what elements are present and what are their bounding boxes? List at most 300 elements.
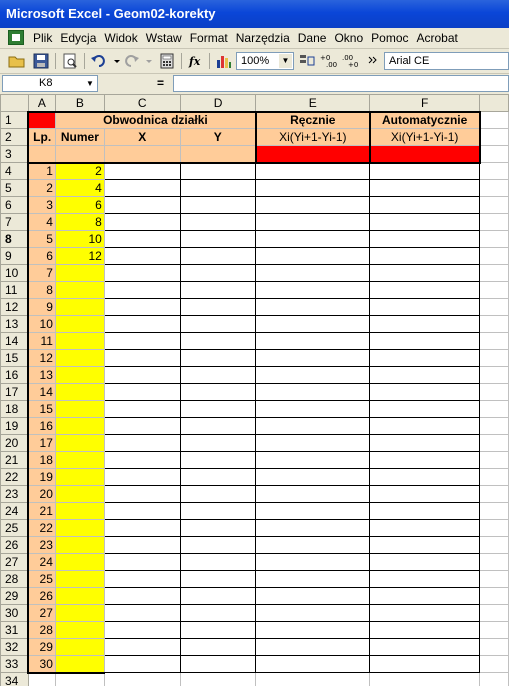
cell-x-value[interactable] (104, 537, 180, 554)
cell-numer-value[interactable]: 2 (55, 163, 104, 180)
cell-numer-value[interactable] (55, 435, 104, 452)
row-header[interactable]: 22 (1, 469, 29, 486)
cell-lp-value[interactable]: 20 (28, 486, 55, 503)
cell-lp-value[interactable]: 10 (28, 316, 55, 333)
column-header-c[interactable]: C (104, 95, 180, 112)
cell-x-value[interactable] (104, 282, 180, 299)
cell-a3[interactable] (28, 146, 55, 163)
column-header-e[interactable]: E (256, 95, 370, 112)
row-header[interactable]: 26 (1, 537, 29, 554)
cell-automatycznie-value[interactable] (370, 469, 480, 486)
cell-automatycznie-value[interactable] (370, 503, 480, 520)
cell-y-value[interactable] (180, 180, 256, 197)
menu-item-8[interactable]: Pomoc (371, 31, 409, 45)
cell-g[interactable] (480, 486, 509, 503)
cell-f3-total[interactable] (370, 146, 480, 163)
redo-icon[interactable] (122, 52, 140, 70)
menu-item-2[interactable]: Widok (104, 31, 138, 45)
cell-recznie-value[interactable] (256, 214, 370, 231)
cell-recznie-value[interactable] (256, 537, 370, 554)
calculator-icon[interactable] (158, 52, 176, 70)
row-header-3[interactable]: 3 (1, 146, 29, 163)
column-header-b[interactable]: B (55, 95, 104, 112)
cell-x-value[interactable] (104, 197, 180, 214)
cell-x-value[interactable] (104, 214, 180, 231)
cell-lp-value[interactable]: 16 (28, 418, 55, 435)
chevron-down-icon[interactable]: ▼ (279, 54, 292, 68)
cell-numer-value[interactable] (55, 350, 104, 367)
cell-numer-value[interactable] (55, 452, 104, 469)
cell-lp-value[interactable]: 17 (28, 435, 55, 452)
decrease-decimal-icon[interactable] (342, 52, 360, 70)
cell-numer-value[interactable] (55, 656, 104, 673)
row-header[interactable]: 19 (1, 418, 29, 435)
formula-input[interactable] (173, 75, 509, 92)
cell-lp-value[interactable]: 22 (28, 520, 55, 537)
cell-x-value[interactable] (104, 639, 180, 656)
cell-y-value[interactable] (180, 656, 256, 673)
cell-x-value[interactable] (104, 384, 180, 401)
cell-lp-value[interactable]: 14 (28, 384, 55, 401)
cell-g[interactable] (480, 588, 509, 605)
cell-y-value[interactable] (180, 265, 256, 282)
cell-y-value[interactable] (180, 197, 256, 214)
cell-automatycznie-value[interactable] (370, 350, 480, 367)
cell-a34[interactable] (28, 673, 55, 686)
cell-g[interactable] (480, 316, 509, 333)
cell-y-value[interactable] (180, 248, 256, 265)
cell-y-value[interactable] (180, 401, 256, 418)
menu-item-0[interactable]: Plik (33, 31, 53, 45)
cell-automatycznie-header[interactable]: Automatycznie (370, 112, 480, 129)
cell-numer-value[interactable] (55, 605, 104, 622)
cell-numer-value[interactable] (55, 299, 104, 316)
cell-x-value[interactable] (104, 435, 180, 452)
cell-y-value[interactable] (180, 639, 256, 656)
cell-numer-value[interactable]: 4 (55, 180, 104, 197)
cell-lp-value[interactable]: 26 (28, 588, 55, 605)
cell-numer-value[interactable] (55, 554, 104, 571)
cell-y-value[interactable] (180, 214, 256, 231)
cell-recznie-value[interactable] (256, 571, 370, 588)
cell-x-value[interactable] (104, 605, 180, 622)
font-select[interactable] (384, 52, 509, 70)
workbook-icon[interactable] (8, 30, 24, 45)
cell-recznie-value[interactable] (256, 265, 370, 282)
cell-f2-formula-label[interactable]: Xi(Yi+1-Yi-1) (370, 129, 480, 146)
cell-lp-value[interactable]: 29 (28, 639, 55, 656)
cell-y-value[interactable] (180, 622, 256, 639)
cell-numer-header[interactable]: Numer (55, 129, 104, 146)
print-preview-icon[interactable] (61, 52, 79, 70)
cell-recznie-value[interactable] (256, 299, 370, 316)
cell-x-value[interactable] (104, 350, 180, 367)
cell-y-value[interactable] (180, 316, 256, 333)
cell-automatycznie-value[interactable] (370, 282, 480, 299)
cell-automatycznie-value[interactable] (370, 401, 480, 418)
cell-c3[interactable] (104, 146, 180, 163)
cell-numer-value[interactable] (55, 418, 104, 435)
cell-x-value[interactable] (104, 316, 180, 333)
cell-b34[interactable] (55, 673, 104, 686)
increase-indent-icon[interactable] (298, 52, 316, 70)
cell-g[interactable] (480, 639, 509, 656)
cell-lp-value[interactable]: 28 (28, 622, 55, 639)
cell-c34[interactable] (104, 673, 180, 686)
cell-g[interactable] (480, 469, 509, 486)
row-header[interactable]: 16 (1, 367, 29, 384)
cell-y-value[interactable] (180, 282, 256, 299)
cell-numer-value[interactable] (55, 503, 104, 520)
cell-y-value[interactable] (180, 588, 256, 605)
menu-item-5[interactable]: Narzędzia (235, 31, 290, 45)
cell-lp-value[interactable]: 12 (28, 350, 55, 367)
row-header[interactable]: 30 (1, 605, 29, 622)
cell-lp-value[interactable]: 24 (28, 554, 55, 571)
cell-x-value[interactable] (104, 180, 180, 197)
cell-g[interactable] (480, 384, 509, 401)
row-header[interactable]: 20 (1, 435, 29, 452)
row-header[interactable]: 11 (1, 282, 29, 299)
cell-lp-value[interactable]: 23 (28, 537, 55, 554)
row-header[interactable]: 4 (1, 163, 29, 180)
cell-lp-value[interactable]: 11 (28, 333, 55, 350)
cell-g3[interactable] (480, 146, 509, 163)
cell-recznie-value[interactable] (256, 197, 370, 214)
cell-g[interactable] (480, 571, 509, 588)
cell-x-value[interactable] (104, 401, 180, 418)
cell-x-value[interactable] (104, 333, 180, 350)
cell-y-value[interactable] (180, 520, 256, 537)
cell-automatycznie-value[interactable] (370, 435, 480, 452)
cell-numer-value[interactable] (55, 622, 104, 639)
cell-y-value[interactable] (180, 333, 256, 350)
cell-recznie-value[interactable] (256, 418, 370, 435)
cell-a1[interactable] (28, 112, 55, 129)
cell-y-header[interactable]: Y (180, 129, 256, 146)
cell-g2[interactable] (480, 129, 509, 146)
cell-automatycznie-value[interactable] (370, 197, 480, 214)
cell-lp-value[interactable]: 9 (28, 299, 55, 316)
cell-x-value[interactable] (104, 265, 180, 282)
cell-numer-value[interactable]: 10 (55, 231, 104, 248)
row-header[interactable]: 6 (1, 197, 29, 214)
cell-x-value[interactable] (104, 571, 180, 588)
cell-lp-value[interactable]: 7 (28, 265, 55, 282)
cell-x-value[interactable] (104, 452, 180, 469)
column-header-d[interactable]: D (180, 95, 256, 112)
cell-recznie-value[interactable] (256, 435, 370, 452)
open-folder-icon[interactable] (8, 52, 26, 70)
cell-g[interactable] (480, 503, 509, 520)
cell-y-value[interactable] (180, 350, 256, 367)
cell-y-value[interactable] (180, 435, 256, 452)
cell-numer-value[interactable]: 6 (55, 197, 104, 214)
chart-wizard-icon[interactable] (215, 52, 233, 70)
row-header[interactable]: 10 (1, 265, 29, 282)
cell-x-header[interactable]: X (104, 129, 180, 146)
name-box[interactable] (2, 75, 98, 92)
cell-lp-header[interactable]: Lp. (28, 129, 55, 146)
cell-recznie-value[interactable] (256, 520, 370, 537)
cell-recznie-value[interactable] (256, 469, 370, 486)
cell-numer-value[interactable] (55, 384, 104, 401)
cell-numer-value[interactable] (55, 316, 104, 333)
insert-function-icon[interactable] (187, 52, 205, 70)
cell-automatycznie-value[interactable] (370, 214, 480, 231)
cell-lp-value[interactable]: 2 (28, 180, 55, 197)
cell-recznie-value[interactable] (256, 622, 370, 639)
cell-recznie-value[interactable] (256, 282, 370, 299)
cell-lp-value[interactable]: 18 (28, 452, 55, 469)
cell-recznie-value[interactable] (256, 163, 370, 180)
cell-recznie-value[interactable] (256, 384, 370, 401)
menu-item-7[interactable]: Okno (334, 31, 364, 45)
row-header-1[interactable]: 1 (1, 112, 29, 129)
cell-recznie-value[interactable] (256, 350, 370, 367)
cell-x-value[interactable] (104, 520, 180, 537)
select-all-corner[interactable] (1, 95, 29, 112)
cell-lp-value[interactable]: 19 (28, 469, 55, 486)
row-header[interactable]: 15 (1, 350, 29, 367)
menu-item-1[interactable]: Edycja (60, 31, 97, 45)
cell-y-value[interactable] (180, 163, 256, 180)
cell-e3-total[interactable] (256, 146, 370, 163)
cell-g[interactable] (480, 401, 509, 418)
cell-g[interactable] (480, 299, 509, 316)
cell-g[interactable] (480, 231, 509, 248)
cell-lp-value[interactable]: 6 (28, 248, 55, 265)
cell-lp-value[interactable]: 13 (28, 367, 55, 384)
cell-automatycznie-value[interactable] (370, 231, 480, 248)
cell-automatycznie-value[interactable] (370, 571, 480, 588)
cell-numer-value[interactable] (55, 265, 104, 282)
cell-g[interactable] (480, 418, 509, 435)
cell-automatycznie-value[interactable] (370, 333, 480, 350)
row-header-34[interactable]: 34 (1, 673, 29, 686)
row-header[interactable]: 12 (1, 299, 29, 316)
cell-automatycznie-value[interactable] (370, 316, 480, 333)
cell-g[interactable] (480, 452, 509, 469)
cell-automatycznie-value[interactable] (370, 554, 480, 571)
cell-numer-value[interactable] (55, 401, 104, 418)
cell-numer-value[interactable] (55, 639, 104, 656)
row-header[interactable]: 13 (1, 316, 29, 333)
cell-y-value[interactable] (180, 486, 256, 503)
cell-lp-value[interactable]: 5 (28, 231, 55, 248)
cell-numer-value[interactable] (55, 520, 104, 537)
cell-y-value[interactable] (180, 384, 256, 401)
cell-recznie-value[interactable] (256, 231, 370, 248)
cell-x-value[interactable] (104, 299, 180, 316)
zoom-select[interactable] (236, 52, 294, 70)
cell-automatycznie-value[interactable] (370, 622, 480, 639)
cell-automatycznie-value[interactable] (370, 605, 480, 622)
cell-automatycznie-value[interactable] (370, 299, 480, 316)
cell-g[interactable] (480, 180, 509, 197)
cell-recznie-value[interactable] (256, 554, 370, 571)
cell-d3[interactable] (180, 146, 256, 163)
column-header-g[interactable] (480, 95, 509, 112)
cell-automatycznie-value[interactable] (370, 384, 480, 401)
cell-automatycznie-value[interactable] (370, 163, 480, 180)
cell-lp-value[interactable]: 27 (28, 605, 55, 622)
cell-g[interactable] (480, 282, 509, 299)
cell-automatycznie-value[interactable] (370, 265, 480, 282)
cell-numer-value[interactable] (55, 486, 104, 503)
cell-x-value[interactable] (104, 622, 180, 639)
cell-y-value[interactable] (180, 367, 256, 384)
cell-x-value[interactable] (104, 554, 180, 571)
cell-numer-value[interactable] (55, 571, 104, 588)
menu-item-4[interactable]: Format (189, 31, 228, 45)
cell-recznie-value[interactable] (256, 180, 370, 197)
cell-recznie-header[interactable]: Ręcznie (256, 112, 370, 129)
cell-automatycznie-value[interactable] (370, 537, 480, 554)
cell-automatycznie-value[interactable] (370, 520, 480, 537)
cell-e34[interactable] (256, 673, 370, 686)
cell-x-value[interactable] (104, 231, 180, 248)
row-header[interactable]: 24 (1, 503, 29, 520)
cell-numer-value[interactable]: 12 (55, 248, 104, 265)
cell-recznie-value[interactable] (256, 248, 370, 265)
cell-y-value[interactable] (180, 605, 256, 622)
cell-numer-value[interactable] (55, 282, 104, 299)
cell-x-value[interactable] (104, 469, 180, 486)
cell-g[interactable] (480, 197, 509, 214)
cell-recznie-value[interactable] (256, 639, 370, 656)
cell-g[interactable] (480, 248, 509, 265)
cell-x-value[interactable] (104, 503, 180, 520)
cell-f34[interactable] (370, 673, 480, 686)
cell-numer-value[interactable] (55, 537, 104, 554)
row-header[interactable]: 32 (1, 639, 29, 656)
row-header[interactable]: 25 (1, 520, 29, 537)
column-header-f[interactable]: F (370, 95, 480, 112)
cell-recznie-value[interactable] (256, 452, 370, 469)
cell-numer-value[interactable]: 8 (55, 214, 104, 231)
increase-decimal-icon[interactable] (320, 52, 338, 70)
toolbar-options-icon[interactable] (364, 52, 376, 70)
cell-obwodnica-header[interactable]: Obwodnica działki (55, 112, 256, 129)
cell-automatycznie-value[interactable] (370, 486, 480, 503)
cell-recznie-value[interactable] (256, 367, 370, 384)
menu-item-6[interactable]: Dane (297, 31, 327, 45)
row-header[interactable]: 18 (1, 401, 29, 418)
row-header[interactable]: 17 (1, 384, 29, 401)
cell-y-value[interactable] (180, 554, 256, 571)
cell-x-value[interactable] (104, 163, 180, 180)
formula-equals[interactable]: = (157, 76, 165, 90)
undo-icon[interactable] (90, 52, 108, 70)
cell-automatycznie-value[interactable] (370, 180, 480, 197)
cell-automatycznie-value[interactable] (370, 588, 480, 605)
cell-b3[interactable] (55, 146, 104, 163)
cell-x-value[interactable] (104, 486, 180, 503)
cell-automatycznie-value[interactable] (370, 639, 480, 656)
cell-x-value[interactable] (104, 656, 180, 673)
cell-g[interactable] (480, 520, 509, 537)
cell-g[interactable] (480, 350, 509, 367)
column-header-a[interactable]: A (28, 95, 55, 112)
cell-g[interactable] (480, 537, 509, 554)
cell-numer-value[interactable] (55, 588, 104, 605)
cell-y-value[interactable] (180, 231, 256, 248)
cell-lp-value[interactable]: 4 (28, 214, 55, 231)
cell-g[interactable] (480, 333, 509, 350)
cell-automatycznie-value[interactable] (370, 248, 480, 265)
cell-g[interactable] (480, 163, 509, 180)
cell-g1[interactable] (480, 112, 509, 129)
cell-lp-value[interactable]: 8 (28, 282, 55, 299)
cell-recznie-value[interactable] (256, 588, 370, 605)
cell-g[interactable] (480, 605, 509, 622)
cell-g[interactable] (480, 622, 509, 639)
cell-g[interactable] (480, 435, 509, 452)
cell-x-value[interactable] (104, 248, 180, 265)
cell-lp-value[interactable]: 25 (28, 571, 55, 588)
cell-numer-value[interactable] (55, 333, 104, 350)
row-header[interactable]: 9 (1, 248, 29, 265)
menu-item-3[interactable]: Wstaw (145, 31, 182, 45)
save-icon[interactable] (32, 52, 50, 70)
row-header-2[interactable]: 2 (1, 129, 29, 146)
row-header[interactable]: 5 (1, 180, 29, 197)
undo-dropdown-icon[interactable] (108, 52, 118, 70)
cell-x-value[interactable] (104, 588, 180, 605)
cell-recznie-value[interactable] (256, 316, 370, 333)
cell-recznie-value[interactable] (256, 656, 370, 673)
redo-dropdown-icon[interactable] (140, 52, 150, 70)
cell-automatycznie-value[interactable] (370, 452, 480, 469)
cell-y-value[interactable] (180, 537, 256, 554)
cell-g[interactable] (480, 265, 509, 282)
cell-g[interactable] (480, 656, 509, 673)
cell-g[interactable] (480, 367, 509, 384)
cell-g34[interactable] (480, 673, 509, 686)
row-header[interactable]: 8 (1, 231, 29, 248)
cell-e2-formula-label[interactable]: Xi(Yi+1-Yi-1) (256, 129, 370, 146)
cell-recznie-value[interactable] (256, 605, 370, 622)
cell-x-value[interactable] (104, 418, 180, 435)
cell-recznie-value[interactable] (256, 401, 370, 418)
cell-lp-value[interactable]: 21 (28, 503, 55, 520)
row-header[interactable]: 28 (1, 571, 29, 588)
cell-recznie-value[interactable] (256, 333, 370, 350)
cell-y-value[interactable] (180, 299, 256, 316)
cell-automatycznie-value[interactable] (370, 367, 480, 384)
row-header[interactable]: 14 (1, 333, 29, 350)
cell-lp-value[interactable]: 30 (28, 656, 55, 673)
row-header[interactable]: 21 (1, 452, 29, 469)
cell-automatycznie-value[interactable] (370, 656, 480, 673)
cell-y-value[interactable] (180, 418, 256, 435)
cell-recznie-value[interactable] (256, 503, 370, 520)
cell-d34[interactable] (180, 673, 256, 686)
row-header[interactable]: 7 (1, 214, 29, 231)
cell-lp-value[interactable]: 15 (28, 401, 55, 418)
cell-automatycznie-value[interactable] (370, 418, 480, 435)
menu-item-9[interactable]: Acrobat (416, 31, 458, 45)
cell-recznie-value[interactable] (256, 486, 370, 503)
cell-y-value[interactable] (180, 571, 256, 588)
row-header[interactable]: 31 (1, 622, 29, 639)
chevron-down-icon[interactable]: ▼ (86, 79, 94, 88)
row-header[interactable]: 23 (1, 486, 29, 503)
cell-lp-value[interactable]: 1 (28, 163, 55, 180)
cell-g[interactable] (480, 554, 509, 571)
cell-g[interactable] (480, 214, 509, 231)
